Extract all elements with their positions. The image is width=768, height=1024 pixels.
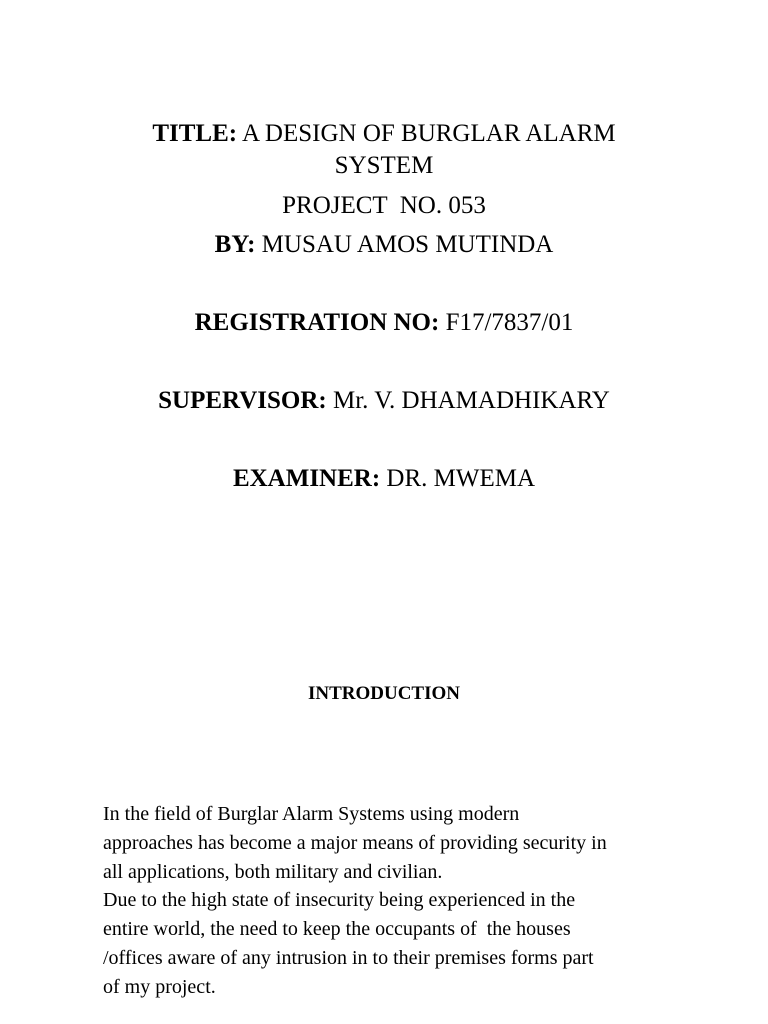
author-line (0, 229, 768, 261)
examiner-label: EXAMINER: (232, 465, 381, 492)
paragraph-line: Due to the high state of insecurity being experienced in the (103, 889, 576, 911)
project-number-text: PROJECT NO. 053 (282, 192, 486, 219)
supervisor-line (0, 385, 768, 417)
paragraph-line: approaches has become a major means of providing security in (103, 832, 607, 854)
paragraph-line: all applications, both military and civilian. (103, 861, 443, 883)
supervisor-label: SUPERVISOR: (158, 387, 327, 414)
title-label: TITLE: (152, 120, 238, 147)
registration-line (0, 307, 768, 339)
paragraph-line: In the field of Burglar Alarm Systems using modern (103, 803, 520, 825)
introduction-paragraph-1 (103, 800, 703, 887)
paragraph-line: entire world, the need to keep the occupants of the houses (103, 918, 571, 940)
author-name: MUSAU AMOS MUTINDA (261, 231, 554, 258)
registration-label: REGISTRATION NO: (194, 309, 440, 336)
paragraph-line: of my project. (103, 976, 216, 998)
supervisor-name: Mr. V. DHAMADHIKARY (332, 387, 610, 414)
examiner-name: DR. MWEMA (386, 465, 536, 492)
introduction-heading: INTRODUCTION (307, 683, 461, 704)
author-label: BY: (214, 231, 256, 258)
title-text-line2: SYSTEM (334, 152, 434, 179)
examiner-line (0, 463, 768, 495)
project-title (0, 118, 768, 182)
title-text-line1: A DESIGN OF BURGLAR ALARM (241, 120, 616, 147)
project-number (0, 190, 768, 222)
paragraph-line: /offices aware of any intrusion in to their premises forms part (103, 947, 594, 969)
registration-number: F17/7837/01 (445, 309, 574, 336)
introduction-paragraph-2 (103, 886, 703, 1002)
